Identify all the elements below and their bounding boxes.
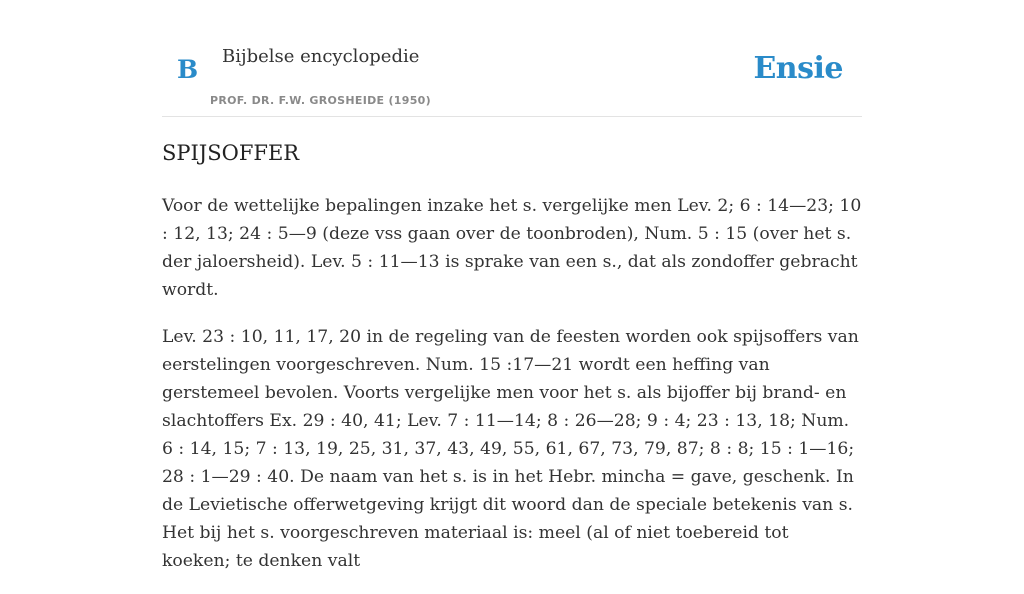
article-paragraph: Voor de wettelijke bepalingen inzake het s. vergelijke men Lev. 2; 6 : 14—23; 10 : 12, 13; 24 : 5—9 (deze vss gaan over de toonbroden), Num. 5 : 15 (over het s. der jaloersheid). Lev. 5 : 11—13 is sprake van een s., dat als zondoffer gebracht wordt. xyxy=(162,196,862,300)
article-body xyxy=(162,192,862,594)
book-author: PROF. DR. F.W. GROSHEIDE (1950) xyxy=(210,94,431,107)
book-header xyxy=(162,0,862,117)
article-title: SPIJSOFFER xyxy=(162,141,300,165)
article-paragraph: Lev. 23 : 10, 11, 17, 20 in de regeling van de feesten worden ook spijsoffers van eerstelingen voorgeschreven. Num. 15 :17—21 wordt een heffing van gerstemeel bevolen. Voorts vergelijke men voor het s. als bijoffer bij brand- en slachtoffers Ex. 29 : 40, 41; Lev. 7 : 11—14; 8 : 26—28; 9 : 4; 23 : 13, 18; Num. 6 : 14, 15; 7 : 13, 19, 25, 31, 37, 43, 49, 55, 61, 67, 73, 79, 87; 8 : 8; 15 : 1—16; 28 : 1—29 : 40. De naam van het s. is in het Hebr. mincha = gave, geschenk. In de Levietische offerwetgeving krijgt dit woord dan de speciale betekenis van s. Het bij het s. voorgeschreven materiaal is: meel (al of niet toebereid tot koeken; te denken valt xyxy=(162,327,859,571)
book-title[interactable]: Bijbelse encyclopedie xyxy=(222,46,420,67)
ensie-logo[interactable]: Ensie xyxy=(753,51,843,86)
book-logo-letter[interactable]: B xyxy=(177,55,199,84)
